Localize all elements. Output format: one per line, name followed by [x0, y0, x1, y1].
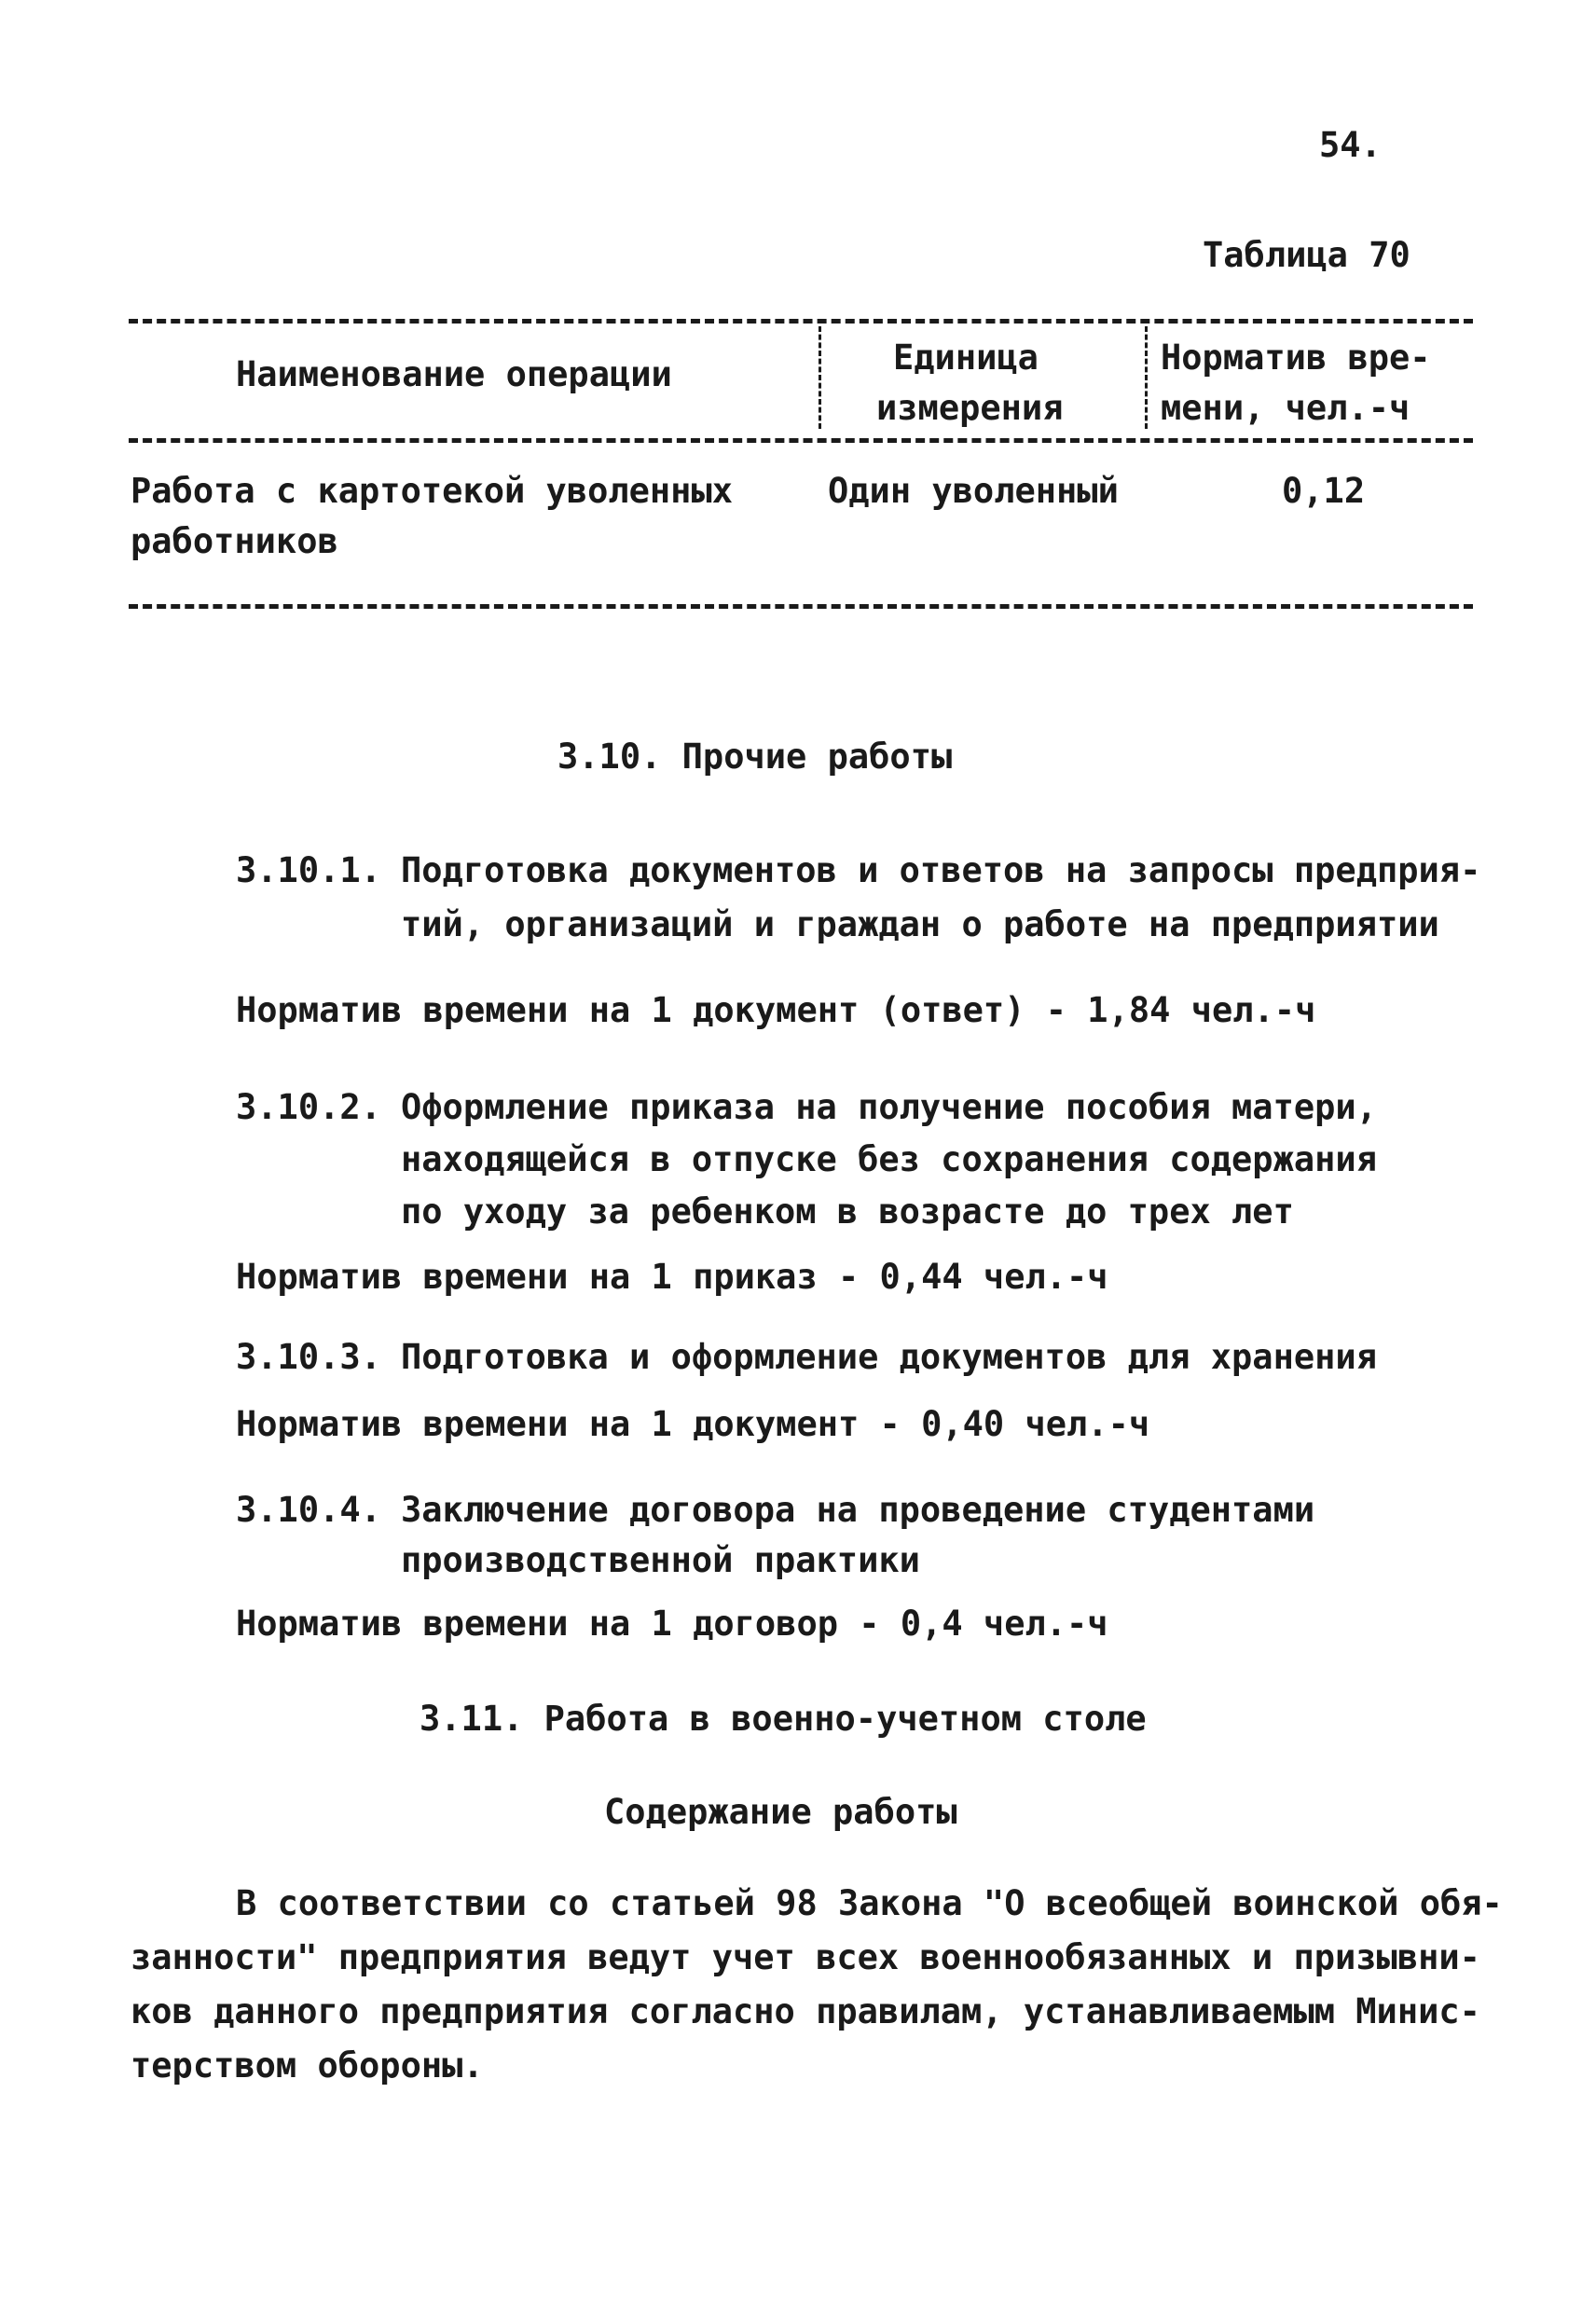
content-title: Содержание работы [604, 1792, 957, 1832]
item-text-line: находящейся в отпуске без сохранения содержания [401, 1139, 1377, 1179]
paragraph-line: терством обороны. [131, 2045, 484, 2086]
paragraph-line: В соответствии со статьей 98 Закона "О всеобщей воинской обя- [236, 1883, 1503, 1923]
item-text-line: Оформление приказа на получение пособия матери, [401, 1087, 1377, 1127]
item-norm: Норматив времени на 1 приказ - 0,44 чел.-ч [236, 1257, 1108, 1297]
item-text-line: тий, организаций и граждан о работе на предприятии [401, 904, 1439, 944]
header-unit-line1: Единица [893, 337, 1039, 378]
table-top-rule [129, 319, 1473, 324]
item-text-line: Подготовка и оформление документов для хранения [401, 1337, 1377, 1377]
section-3-11-title: 3.11. Работа в военно-учетном столе [420, 1699, 1147, 1739]
paragraph-line: ков данного предприятия согласно правилам, устанавливаемым Минис- [131, 1991, 1480, 2031]
item-number: 3.10.4. [236, 1490, 381, 1530]
row-operation-line2: работников [131, 521, 338, 561]
item-norm: Норматив времени на 1 документ (ответ) - 1,84 чел.-ч [236, 990, 1316, 1030]
header-norm-line2: мени, чел.-ч [1161, 388, 1410, 428]
header-operation: Наименование операции [236, 354, 672, 394]
row-unit: Один уволенный [828, 471, 1119, 511]
item-text-line: по уходу за ребенком в возрасте до трех лет [401, 1191, 1294, 1232]
table-bottom-rule [129, 604, 1473, 609]
item-number: 3.10.1. [236, 850, 381, 890]
item-text-line: производственной практики [401, 1540, 920, 1580]
item-number: 3.10.2. [236, 1087, 381, 1127]
item-text-line: Заключение договора на проведение студентами [401, 1490, 1315, 1530]
header-norm-line1: Норматив вре- [1161, 337, 1431, 378]
column-divider-2 [1145, 326, 1148, 429]
paragraph-line: занности" предприятия ведут учет всех военнообязанных и призывни- [131, 1937, 1480, 1977]
section-3-10-title: 3.10. Прочие работы [557, 737, 953, 777]
table-header-rule [129, 438, 1473, 443]
item-norm: Норматив времени на 1 договор - 0,4 чел.-ч [236, 1604, 1108, 1644]
row-norm: 0,12 [1282, 471, 1366, 511]
row-operation-line1: Работа с картотекой уволенных [131, 471, 734, 511]
item-norm: Норматив времени на 1 документ - 0,40 чел.-ч [236, 1404, 1150, 1444]
page-number: 54. [1319, 125, 1382, 165]
item-text-line: Подготовка документов и ответов на запросы предприя- [401, 850, 1481, 890]
item-number: 3.10.3. [236, 1337, 381, 1377]
table-caption: Таблица 70 [1203, 235, 1410, 275]
header-unit-line2: измерения [876, 388, 1064, 428]
column-divider-1 [819, 326, 821, 429]
